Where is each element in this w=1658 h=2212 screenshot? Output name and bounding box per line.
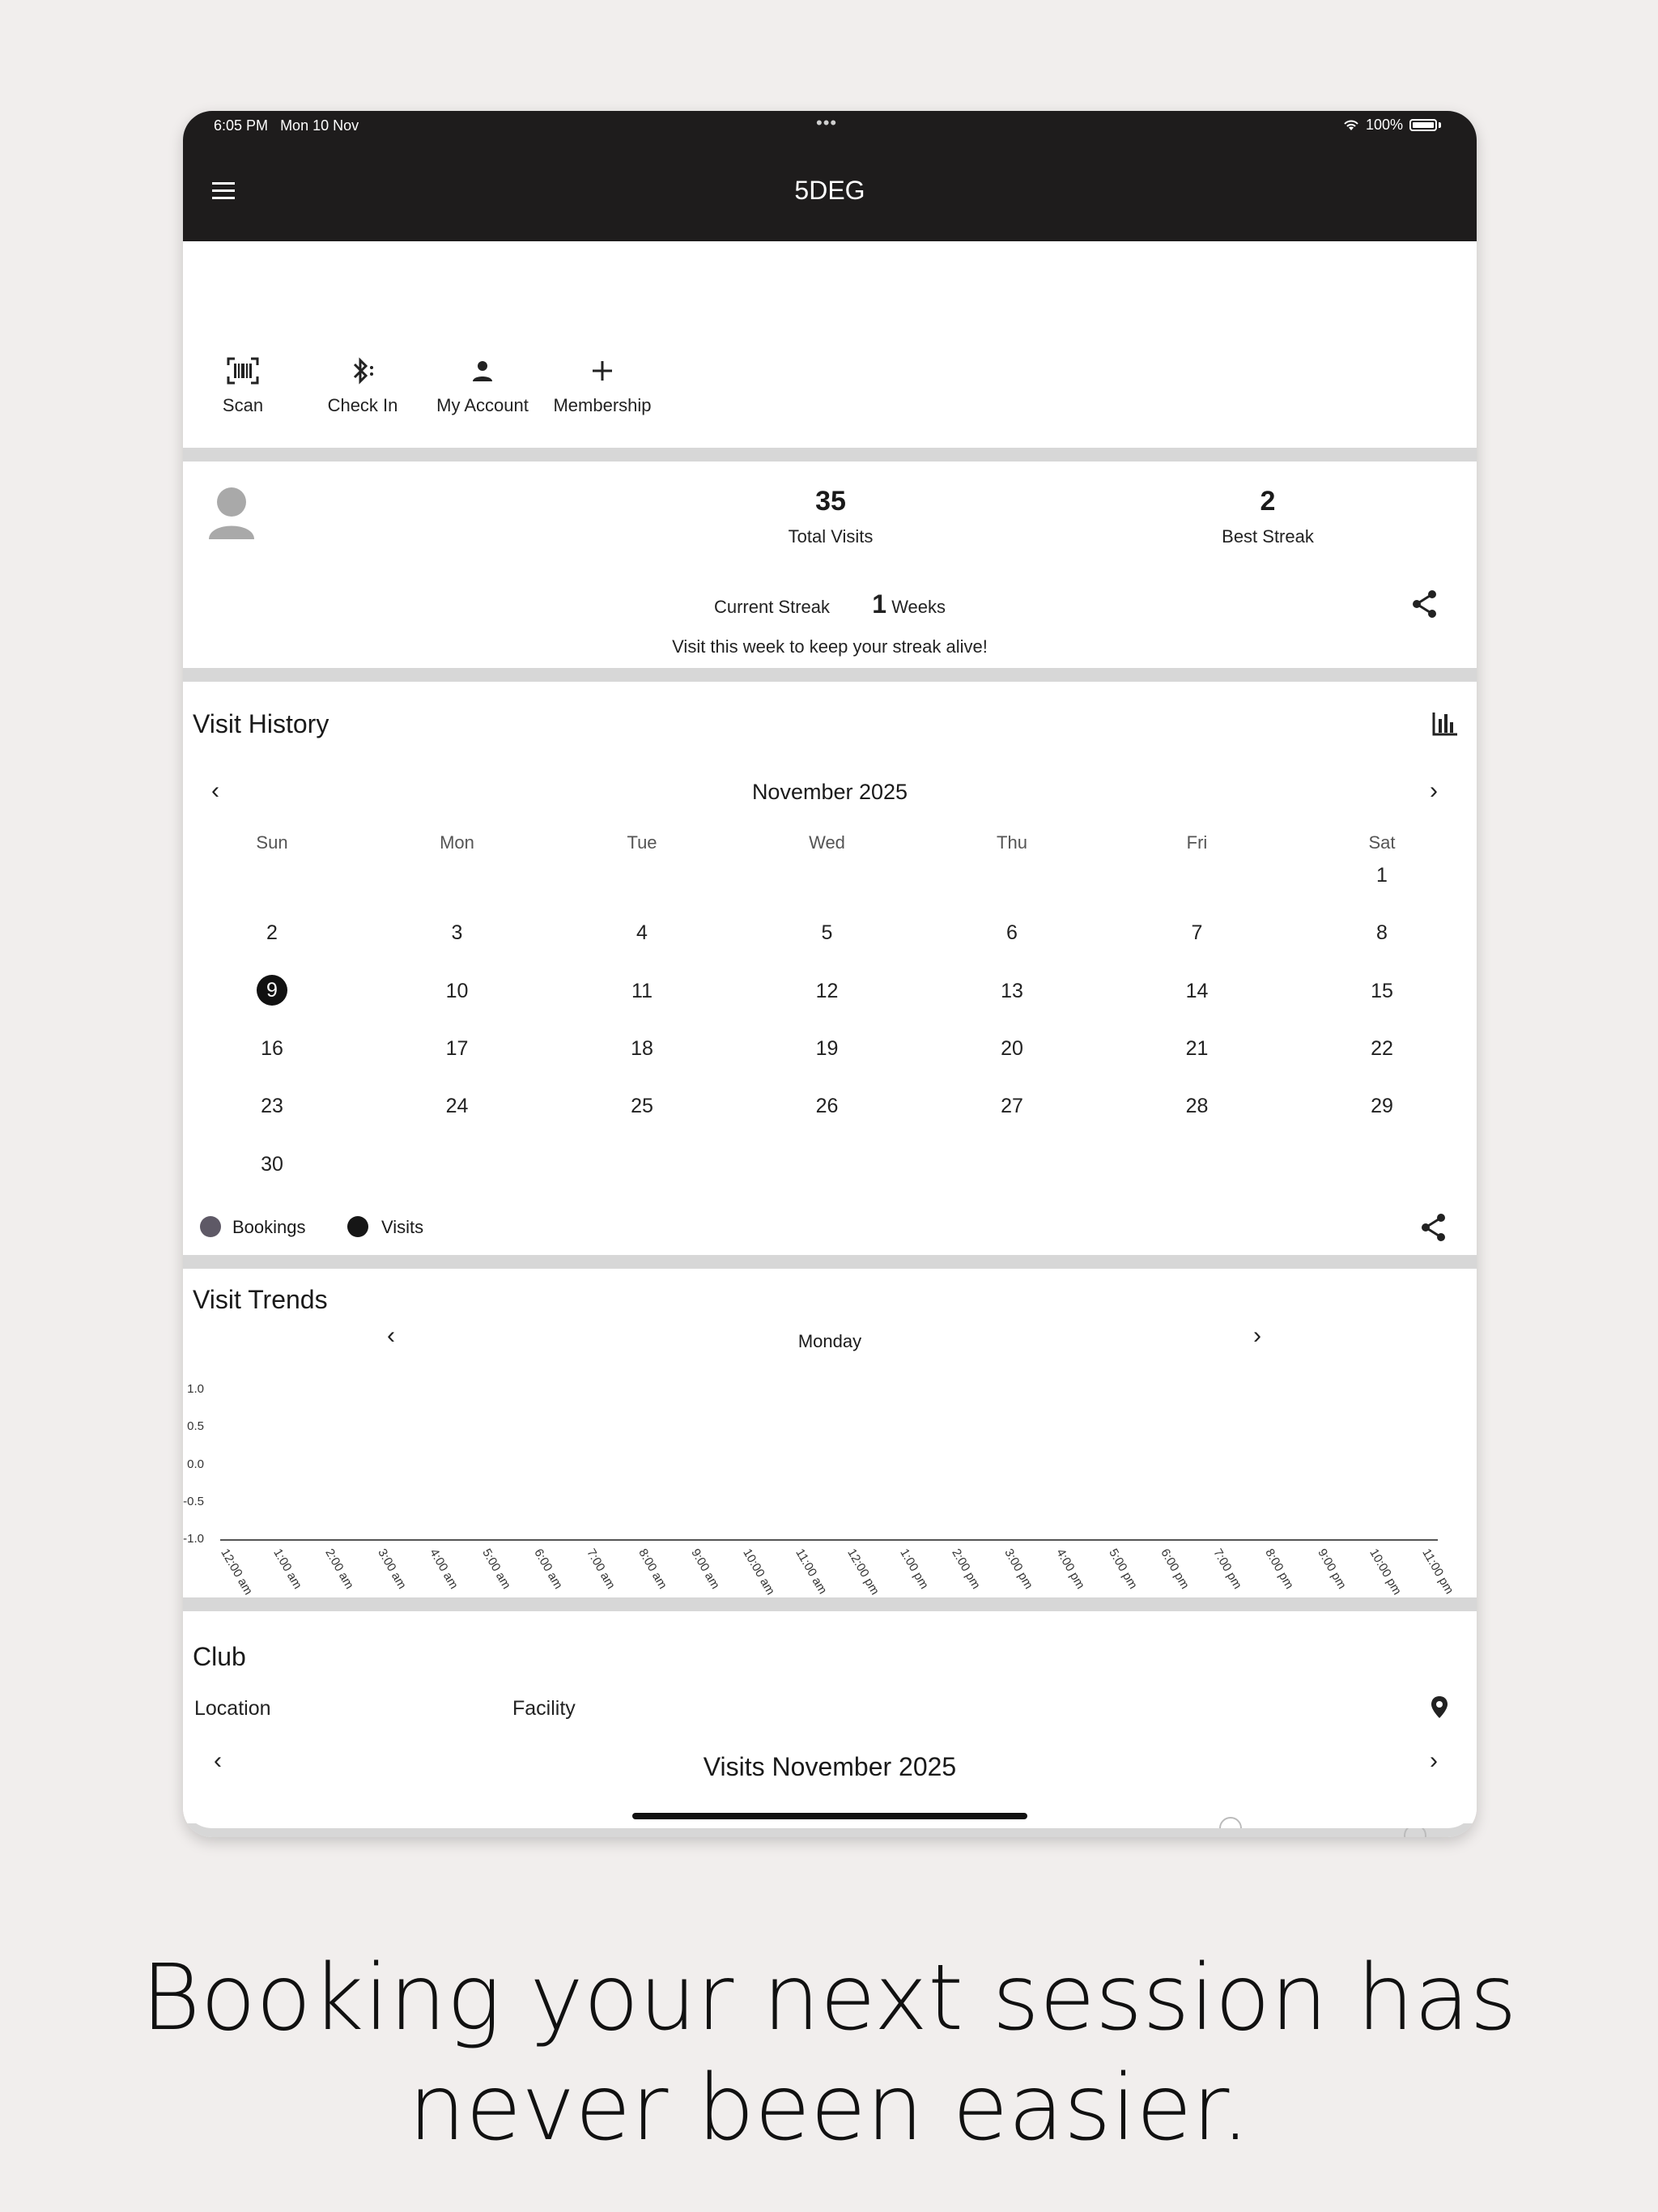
tablet-screen — [183, 111, 1477, 1837]
x-tick-label: 12:00 am — [218, 1546, 256, 1597]
caption-line-2: never been easier. — [408, 2056, 1250, 2161]
calendar-day-8[interactable]: 8 — [1376, 921, 1388, 945]
bluetooth-icon — [303, 350, 423, 392]
scan-button[interactable] — [183, 350, 303, 416]
x-tick-label: 3:00 am — [374, 1546, 409, 1592]
scan-label: Scan — [222, 395, 264, 415]
best-streak-label: Best Streak — [1222, 526, 1314, 547]
x-tick-label: 9:00 am — [687, 1546, 722, 1592]
marketing-caption — [0, 1943, 1658, 2163]
streak-message: Visit this week to keep your streak alive! — [672, 636, 988, 657]
membership-button[interactable] — [542, 350, 662, 416]
x-tick-label: 11:00 am — [793, 1546, 830, 1597]
calendar-day-30[interactable]: 30 — [261, 1152, 283, 1176]
avatar-placeholder-icon — [206, 486, 257, 542]
quick-actions-toolbar — [183, 241, 1477, 448]
current-streak-unit: Weeks — [891, 597, 946, 617]
calendar-day-6[interactable]: 6 — [1006, 921, 1018, 945]
x-tick-label: 4:00 pm — [1053, 1546, 1088, 1592]
y-tick-label: -1.0 — [183, 1532, 204, 1546]
prev-day-button[interactable]: ‹ — [387, 1322, 395, 1349]
current-streak-label: Current Streak — [713, 597, 831, 617]
calendar-day-1[interactable]: 1 — [1376, 864, 1388, 887]
battery-percent: 100% — [1365, 117, 1403, 133]
weekday-header-fri: Fri — [1186, 832, 1208, 853]
share-icon[interactable] — [1411, 589, 1439, 619]
my-account-button[interactable] — [423, 350, 542, 416]
calendar-day-13[interactable]: 13 — [1001, 979, 1023, 1002]
status-right — [1343, 117, 1441, 134]
visits-month-bar — [183, 1726, 1477, 1828]
club-title: Club — [193, 1642, 246, 1671]
calendar-day-21[interactable]: 21 — [1185, 1036, 1209, 1060]
visit-history-section — [183, 682, 1477, 1255]
y-tick-label: 1.0 — [187, 1382, 204, 1396]
wifi-icon — [1343, 119, 1359, 132]
plus-icon — [542, 350, 662, 392]
battery-tip — [1439, 122, 1441, 128]
circle-indicator-icon — [1218, 1817, 1244, 1828]
x-tick-label: 5:00 am — [478, 1546, 513, 1592]
calendar-day-12[interactable]: 12 — [815, 979, 839, 1002]
calendar-day-7[interactable]: 7 — [1191, 921, 1203, 945]
calendar-day-24[interactable]: 24 — [445, 1095, 469, 1118]
calendar-day-14[interactable]: 14 — [1185, 979, 1209, 1002]
prev-month-button[interactable]: ‹ — [211, 777, 219, 804]
membership-label: Membership — [553, 395, 652, 415]
next-month-button[interactable]: › — [1430, 777, 1438, 804]
section-divider — [183, 1597, 1477, 1611]
visits-legend-dot — [347, 1216, 368, 1237]
calendar-day-26[interactable]: 26 — [815, 1095, 839, 1118]
x-tick-label: 5:00 pm — [1106, 1546, 1140, 1592]
next-visits-month-button[interactable]: › — [1430, 1747, 1438, 1774]
home-indicator[interactable] — [632, 1813, 1027, 1819]
calendar-day-20[interactable]: 20 — [1001, 1036, 1023, 1060]
visits-month-title: Visits November 2025 — [703, 1752, 957, 1781]
share-icon[interactable] — [1420, 1213, 1448, 1242]
visit-history-title: Visit History — [193, 709, 329, 738]
x-tick-label: 1:00 am — [270, 1546, 304, 1592]
x-tick-label: 1:00 pm — [897, 1546, 931, 1592]
next-day-button[interactable]: › — [1253, 1322, 1261, 1349]
weekday-header-wed: Wed — [809, 832, 845, 853]
bookings-legend-label: Bookings — [232, 1217, 306, 1237]
battery-icon — [1409, 119, 1437, 131]
caption-line-1: Booking your next session has — [141, 1946, 1517, 2051]
bookings-legend-dot — [200, 1216, 221, 1237]
section-divider — [183, 668, 1477, 682]
person-icon — [423, 350, 542, 392]
prev-visits-month-button[interactable]: ‹ — [214, 1747, 222, 1774]
calendar-day-9[interactable] — [248, 980, 296, 1006]
x-tick-label: 11:00 pm — [1419, 1546, 1456, 1597]
weekday-header-tue: Tue — [627, 832, 657, 853]
section-divider — [183, 1255, 1477, 1269]
calendar-day-17[interactable]: 17 — [445, 1036, 469, 1060]
calendar-day-16[interactable]: 16 — [261, 1036, 283, 1060]
check-in-button[interactable] — [303, 350, 423, 416]
x-tick-label: 4:00 am — [427, 1546, 461, 1592]
y-tick-label: 0.0 — [187, 1457, 204, 1471]
status-time: 6:05 PM Mon 10 Nov — [214, 117, 359, 134]
x-tick-label: 6:00 pm — [1158, 1546, 1192, 1592]
x-tick-label: 9:00 pm — [1315, 1546, 1350, 1592]
my-account-label: My Account — [436, 395, 529, 415]
current-streak-row — [183, 589, 1477, 619]
current-streak-value: 1 — [872, 589, 887, 619]
calendar-day-19[interactable]: 19 — [815, 1036, 839, 1060]
calendar-day-5[interactable]: 5 — [821, 921, 833, 945]
x-tick-label: 10:00 pm — [1367, 1546, 1405, 1597]
calendar-day-25[interactable]: 25 — [631, 1095, 653, 1118]
visits-legend-label: Visits — [381, 1217, 424, 1237]
x-tick-label: 3:00 pm — [1001, 1546, 1035, 1592]
weekday-header-thu: Thu — [997, 832, 1027, 853]
app-title: 5DEG — [794, 176, 865, 205]
total-visits-value: 35 — [815, 486, 846, 517]
multitasking-dots-icon[interactable]: ••• — [816, 113, 838, 133]
barcode-scan-icon — [183, 350, 303, 392]
y-tick-label: 0.5 — [187, 1419, 204, 1434]
calendar-day-22[interactable]: 22 — [1371, 1036, 1393, 1060]
stats-panel — [183, 462, 1477, 668]
weekday-header-sat: Sat — [1368, 832, 1396, 853]
best-streak-value: 2 — [1260, 486, 1276, 517]
x-tick-label: 10:00 am — [740, 1546, 778, 1597]
calendar-day-11[interactable]: 11 — [631, 979, 653, 1002]
location-label: Location — [194, 1697, 271, 1720]
x-tick-label: 6:00 am — [531, 1546, 566, 1592]
app-bar — [183, 140, 1477, 241]
calendar-day-29[interactable]: 29 — [1371, 1095, 1393, 1118]
calendar-month-title: November 2025 — [751, 780, 908, 804]
trend-day-label: Monday — [797, 1331, 862, 1351]
visit-trends-section — [183, 1269, 1477, 1597]
status-bar — [183, 111, 1477, 140]
calendar-day-27[interactable]: 27 — [1001, 1095, 1023, 1118]
bar-chart-icon[interactable] — [1431, 711, 1459, 737]
section-divider — [183, 448, 1477, 462]
address-line-1: Facility — [512, 1697, 576, 1720]
selected-day-marker: 9 — [257, 975, 287, 1006]
visit-trends-chart — [183, 1269, 1477, 1597]
x-tick-label: 2:00 pm — [949, 1546, 984, 1592]
total-visits-label: Total Visits — [788, 526, 874, 547]
calendar-day-3[interactable]: 3 — [451, 921, 463, 945]
calendar-day-10[interactable]: 10 — [445, 979, 469, 1002]
map-pin-icon[interactable] — [1430, 1695, 1449, 1720]
calendar-day-18[interactable]: 18 — [631, 1036, 653, 1060]
visit-trends-title: Visit Trends — [193, 1285, 328, 1314]
check-in-label: Check In — [327, 395, 398, 415]
y-tick-label: -0.5 — [183, 1494, 204, 1508]
calendar-day-15[interactable]: 15 — [1371, 979, 1393, 1002]
calendar-day-2[interactable]: 2 — [266, 921, 278, 945]
x-tick-label: 8:00 pm — [1262, 1546, 1297, 1592]
calendar-day-4[interactable]: 4 — [636, 921, 648, 945]
weekday-header-mon: Mon — [440, 832, 474, 853]
x-tick-label: 7:00 pm — [1210, 1546, 1245, 1592]
x-tick-label: 12:00 pm — [844, 1546, 882, 1597]
calendar-day-28[interactable]: 28 — [1185, 1095, 1209, 1118]
x-tick-label: 8:00 am — [636, 1546, 670, 1592]
x-tick-label: 7:00 am — [583, 1546, 618, 1592]
x-tick-label: 2:00 am — [322, 1546, 357, 1592]
weekday-header-sun: Sun — [256, 832, 288, 853]
calendar-day-23[interactable]: 23 — [261, 1095, 283, 1118]
